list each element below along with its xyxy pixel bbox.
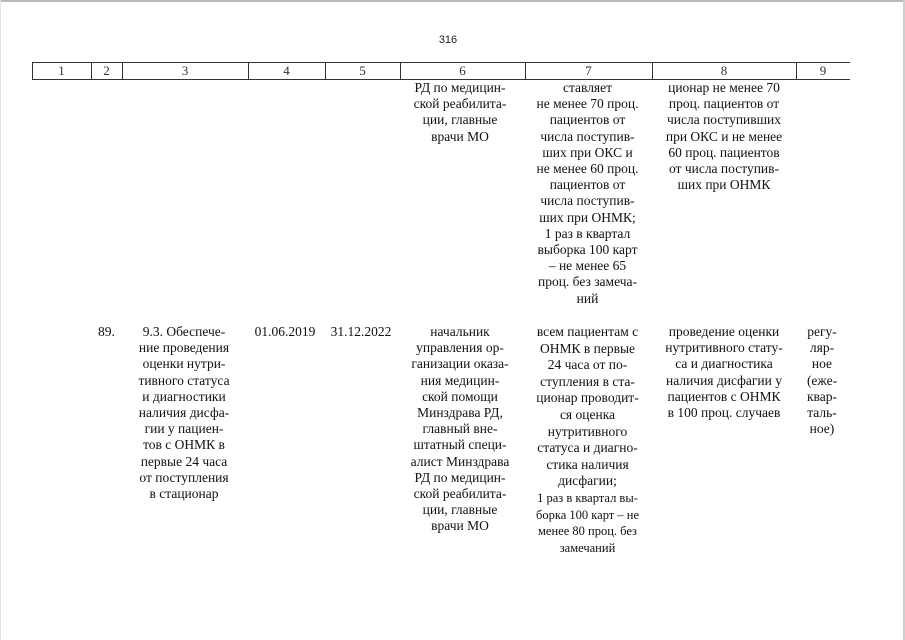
- scan-edge-top: [0, 0, 905, 2]
- row-start-date: 01.06.2019: [254, 324, 316, 339]
- scan-edge-left: [0, 0, 1, 640]
- column-header-2: 2: [103, 63, 110, 78]
- row-activity: 9.3. Обеспече- ние проведения оценки нутри- тивного статуса и диагностики наличия дисфа- гии у пациен- тов с ОНМК в первые 24 часа от поступления в стационар: [138, 324, 230, 502]
- row-frequency: регу- ляр- ное (еже- квар- таль- ное): [806, 324, 838, 437]
- column-header-4: 4: [283, 63, 290, 78]
- column-header-5: 5: [359, 63, 366, 78]
- column-header-3: 3: [181, 63, 189, 78]
- row-responsible: начальник управления ор- ганизации оказа- ния медицин- ской помощи Минздрава РД, главный вне- штатный специ- алист Минздрава РД по медицин- ской реабилита- ции, главные врачи МО: [410, 324, 510, 534]
- row-expected-result: проведение оценки нутритивного стату- са и диагностика наличия дисфагии у пациентов с ОНМК в 100 проц. случаев: [665, 324, 783, 421]
- row-end-date: 31.12.2022: [330, 324, 392, 339]
- column-header-1: 1: [58, 63, 65, 78]
- column-header-6: 6: [459, 63, 466, 78]
- continuation-expected-result: ционар не менее 70 проц. пациентов от числа поступивших при ОКС и не менее 60 проц. пациентов от числа поступив- ших при ОНМК: [665, 80, 783, 193]
- column-header-7: 7: [585, 63, 592, 78]
- continuation-responsible: РД по медицин- ской реабилита- ции, главные врачи МО: [413, 80, 507, 144]
- continuation-indicator: ставляет не менее 70 проц. пациентов от числа поступив- ших при ОКС и не менее 60 проц. пациентов от числа поступив- ших при ОНМК; 1 раз в квартал выборка 100 карт – не менее 65 проц. без замеча- ний: [536, 80, 639, 306]
- column-header-9: 9: [819, 63, 827, 78]
- row-number: 89.: [98, 324, 115, 339]
- column-header-8: 8: [720, 63, 728, 78]
- page-number: 316: [438, 34, 458, 46]
- column-number-header: [32, 62, 850, 80]
- row-indicator: всем пациентам с ОНМК в первые 24 часа от по- ступления в ста- ционар проводит- ся оценка нутритивного статуса и диагно- стика наличия дисфагии; 1 раз в квартал вы- борка 100 карт – не менее 80 проц. без замечаний: [535, 324, 639, 555]
